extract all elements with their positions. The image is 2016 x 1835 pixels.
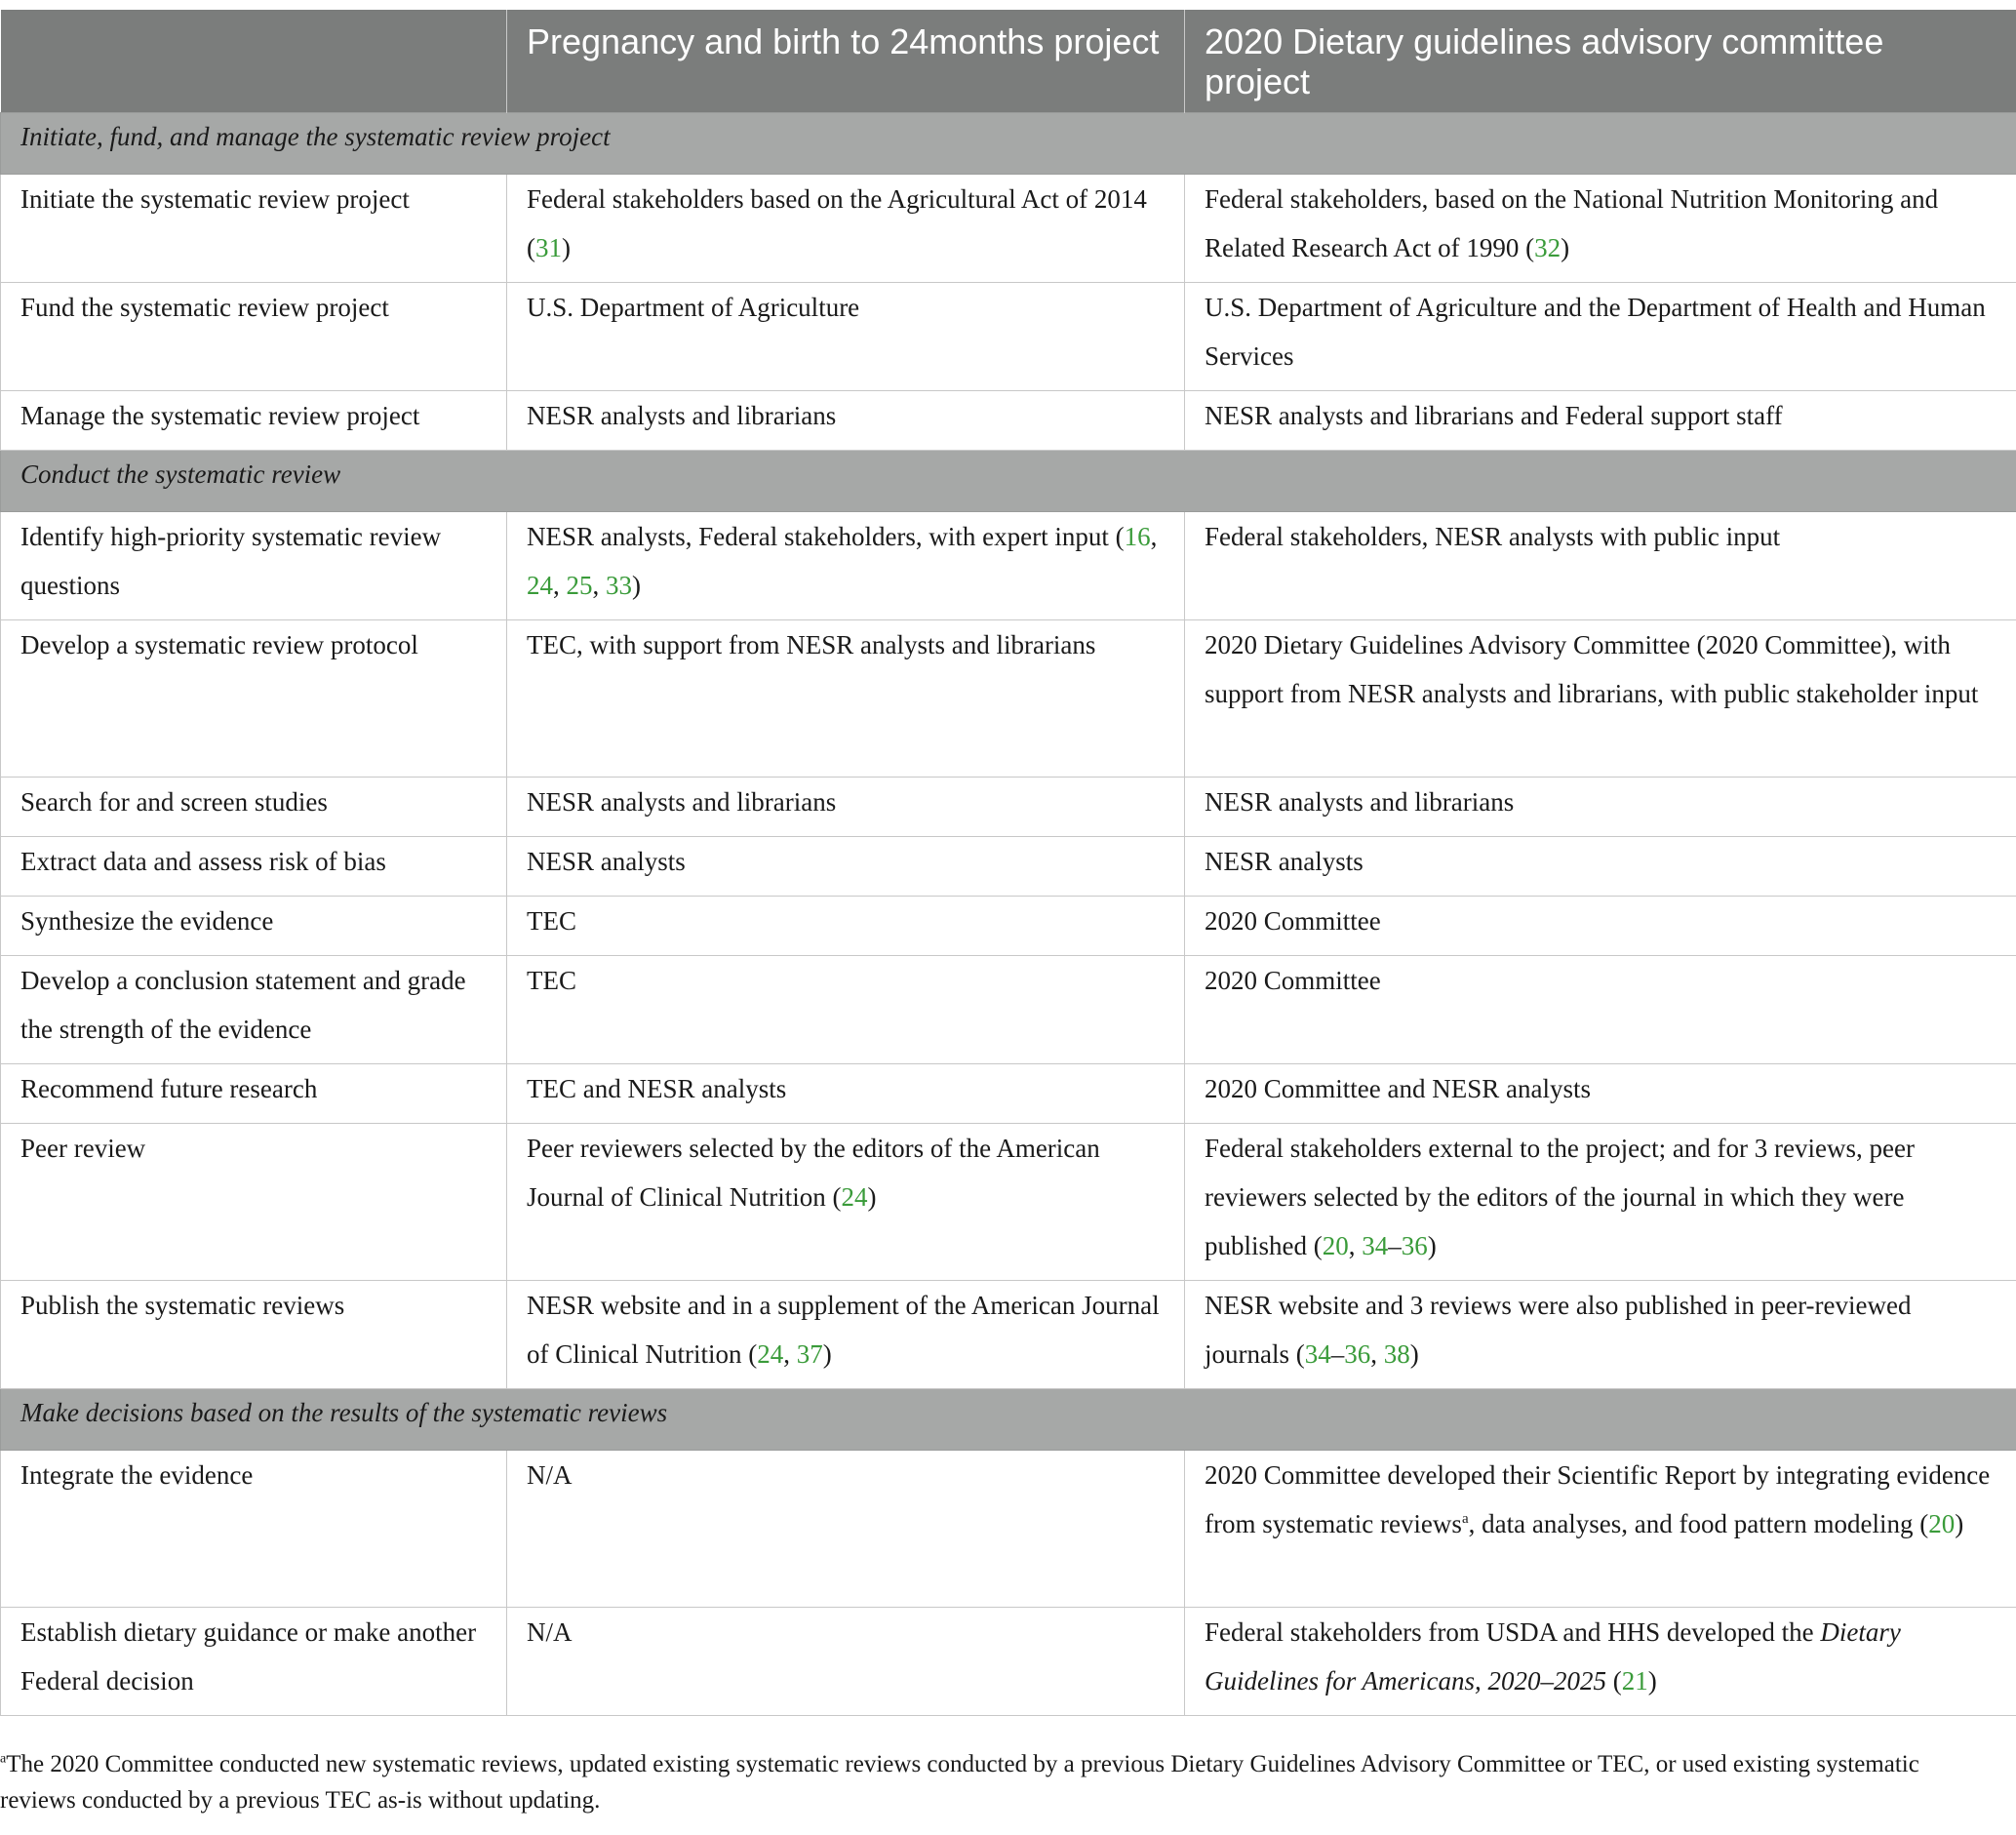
reference-link[interactable]: 20: [1322, 1231, 1349, 1260]
reference-link[interactable]: 24: [757, 1339, 784, 1369]
p24-cell: NESR analysts, Federal stakeholders, with expert input (16, 24, 25, 33): [507, 512, 1185, 620]
dgac-cell: 2020 Committee: [1185, 956, 2016, 1064]
section-row: [1, 113, 2016, 175]
task-cell: Develop a systematic review protocol: [1, 620, 507, 778]
task-cell: Integrate the evidence: [1, 1451, 507, 1608]
task-cell: Initiate the systematic review project: [1, 175, 507, 283]
table-row: [1, 1281, 2016, 1389]
footnote-marker: a: [1461, 1511, 1469, 1527]
p24-cell: Peer reviewers selected by the editors of the American Journal of Clinical Nutrition (24): [507, 1124, 1185, 1281]
table-row: [1, 956, 2016, 1064]
task-cell: Establish dietary guidance or make another Federal decision: [1, 1608, 507, 1716]
reference-link[interactable]: 31: [535, 233, 562, 262]
task-cell: Manage the systematic review project: [1, 391, 507, 451]
p24-cell: NESR analysts: [507, 837, 1185, 897]
task-cell: Publish the systematic reviews: [1, 1281, 507, 1389]
table-footnote: [0, 1746, 1990, 1818]
reference-link[interactable]: 33: [606, 571, 632, 600]
dgac-cell: 2020 Committee and NESR analysts: [1185, 1064, 2016, 1124]
footnote-mark: a: [0, 1751, 7, 1767]
p24-cell: U.S. Department of Agriculture: [507, 283, 1185, 391]
header-task: [1, 10, 507, 113]
section-row: [1, 1389, 2016, 1451]
reference-link[interactable]: 25: [566, 571, 593, 600]
header-p24: Pregnancy and birth to 24months project: [507, 10, 1185, 113]
dgac-cell: NESR analysts: [1185, 837, 2016, 897]
task-cell: Extract data and assess risk of bias: [1, 837, 507, 897]
dgac-cell: Federal stakeholders from USDA and HHS developed the Dietary Guidelines for Americans, 2020–2025 (21): [1185, 1608, 2016, 1716]
p24-cell: TEC, with support from NESR analysts and librarians: [507, 620, 1185, 778]
reference-link[interactable]: 32: [1534, 233, 1561, 262]
section-title: Make decisions based on the results of the systematic reviews: [1, 1389, 2016, 1451]
section-title: Initiate, fund, and manage the systematic review project: [1, 113, 2016, 175]
dgac-cell: Federal stakeholders external to the project; and for 3 reviews, peer reviewers selected by the editors of the journal in which they were published (20, 34–36): [1185, 1124, 2016, 1281]
p24-cell: NESR analysts and librarians: [507, 391, 1185, 451]
reference-link[interactable]: 36: [1401, 1231, 1428, 1260]
reference-link[interactable]: 24: [841, 1182, 868, 1212]
section-title: Conduct the systematic review: [1, 451, 2016, 512]
dgac-cell: Federal stakeholders, NESR analysts with public input: [1185, 512, 2016, 620]
reference-link[interactable]: 36: [1344, 1339, 1371, 1369]
table-row: [1, 1124, 2016, 1281]
task-cell: Recommend future research: [1, 1064, 507, 1124]
dgac-cell: Federal stakeholders, based on the National Nutrition Monitoring and Related Research Act of 1990 (32): [1185, 175, 2016, 283]
reference-link[interactable]: 24: [527, 571, 553, 600]
table-row: [1, 512, 2016, 620]
reference-link[interactable]: 38: [1383, 1339, 1410, 1369]
p24-cell: TEC: [507, 956, 1185, 1064]
table-row: [1, 391, 2016, 451]
table-row: [1, 283, 2016, 391]
table-row: [1, 175, 2016, 283]
dgac-cell: 2020 Committee: [1185, 897, 2016, 956]
reference-link[interactable]: 34: [1362, 1231, 1389, 1260]
p24-cell: NESR analysts and librarians: [507, 778, 1185, 837]
dgac-cell: NESR analysts and librarians: [1185, 778, 2016, 837]
reference-link[interactable]: 20: [1928, 1509, 1956, 1538]
p24-cell: N/A: [507, 1451, 1185, 1608]
dgac-cell: U.S. Department of Agriculture and the Department of Health and Human Services: [1185, 283, 2016, 391]
table-row: [1, 897, 2016, 956]
dgac-cell: NESR analysts and librarians and Federal support staff: [1185, 391, 2016, 451]
p24-cell: TEC: [507, 897, 1185, 956]
p24-cell: NESR website and in a supplement of the American Journal of Clinical Nutrition (24, 37): [507, 1281, 1185, 1389]
reference-link[interactable]: 16: [1124, 522, 1151, 551]
header-row: [1, 10, 2016, 113]
task-cell: Identify high-priority systematic review questions: [1, 512, 507, 620]
header-dgac: 2020 Dietary guidelines advisory committee project: [1185, 10, 2016, 113]
task-cell: Develop a conclusion statement and grade the strength of the evidence: [1, 956, 507, 1064]
reference-link[interactable]: 21: [1621, 1666, 1648, 1695]
p24-cell: TEC and NESR analysts: [507, 1064, 1185, 1124]
table-row: [1, 1064, 2016, 1124]
comparison-table: [0, 10, 2016, 1716]
task-cell: Synthesize the evidence: [1, 897, 507, 956]
table-row: [1, 778, 2016, 837]
footnote-text: The 2020 Committee conducted new systematic reviews, updated existing systematic reviews conducted by a previous Dietary Guidelines Advisory Committee or TEC, or used existing systematic reviews conducted by a previous TEC as-is without updating.: [0, 1751, 1919, 1814]
p24-cell: N/A: [507, 1608, 1185, 1716]
task-cell: Search for and screen studies: [1, 778, 507, 837]
reference-link[interactable]: 37: [796, 1339, 823, 1369]
table-row: [1, 837, 2016, 897]
p24-cell: Federal stakeholders based on the Agricultural Act of 2014 (31): [507, 175, 1185, 283]
task-cell: Peer review: [1, 1124, 507, 1281]
table-row: [1, 620, 2016, 778]
section-row: [1, 451, 2016, 512]
reference-link[interactable]: 34: [1304, 1339, 1331, 1369]
task-cell: Fund the systematic review project: [1, 283, 507, 391]
dgac-cell: NESR website and 3 reviews were also published in peer-reviewed journals (34–36, 38): [1185, 1281, 2016, 1389]
table-row: [1, 1451, 2016, 1608]
table-row: [1, 1608, 2016, 1716]
dgac-cell: 2020 Committee developed their Scientific Report by integrating evidence from systematic reviews$^a$, data analyses, and food pattern modeling (20): [1185, 1451, 2016, 1608]
dgac-cell: 2020 Dietary Guidelines Advisory Committee (2020 Committee), with support from NESR analysts and librarians, with public stakeholder input: [1185, 620, 2016, 778]
